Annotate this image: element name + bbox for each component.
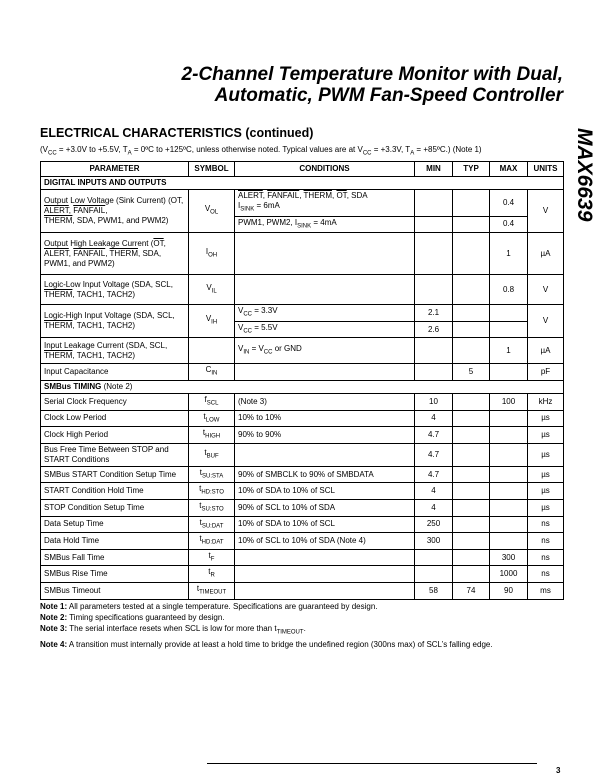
electrical-characteristics-table [40, 161, 564, 600]
units-cell: V [528, 305, 564, 338]
param-cell: Bus Free Time Between STOP and START Conditions [41, 443, 189, 466]
condition-cell [235, 275, 415, 305]
param-cell: START Condition Hold Time [41, 483, 189, 500]
typ-cell: 5 [453, 364, 490, 381]
title-line-1: 2-Channel Temperature Monitor with Dual, [181, 64, 563, 85]
min-cell [415, 566, 453, 583]
min-cell: 4.7 [415, 427, 453, 444]
min-cell [415, 233, 453, 275]
param-cell: SMBus START Condition Setup Time [41, 466, 189, 483]
units-cell: ns [528, 516, 564, 533]
part-number-side-label [572, 128, 598, 268]
condition-cell: 90% to 90% [235, 427, 415, 444]
table-row [41, 582, 564, 599]
units-cell: µs [528, 483, 564, 500]
min-cell: 250 [415, 516, 453, 533]
min-cell: 4 [415, 410, 453, 427]
group-label: DIGITAL INPUTS AND OUTPUTS [41, 177, 564, 190]
typ-cell [453, 216, 490, 233]
condition-cell: (Note 3) [235, 393, 415, 410]
condition-cell: $V_{CC} = 5.5V$ [235, 321, 415, 338]
notes [40, 601, 565, 650]
table-row-cin [41, 364, 564, 381]
units-cell: µA [528, 338, 564, 364]
condition-cell [235, 549, 415, 566]
typ-cell [453, 305, 490, 322]
max-cell [490, 427, 528, 444]
table-row [41, 410, 564, 427]
footer-rule [207, 763, 537, 764]
typ-cell [453, 393, 490, 410]
header-min: MIN [415, 162, 453, 177]
typ-cell [453, 190, 490, 217]
symbol-cell: $f_{SCL}$ [189, 393, 235, 410]
table-row [41, 549, 564, 566]
min-cell [415, 364, 453, 381]
units-cell: µs [528, 443, 564, 466]
symbol-cell: $t_{SU:STO}$ [189, 499, 235, 516]
min-cell [415, 338, 453, 364]
max-cell: 100 [490, 393, 528, 410]
section-title: ELECTRICAL CHARACTERISTICS (continued) [40, 126, 314, 140]
symbol-cell: $t_{HD:DAT}$ [189, 533, 235, 550]
symbol-cell: $t_{TIMEOUT}$ [189, 582, 235, 599]
typ-cell [453, 533, 490, 550]
condition-cell: $V_{CC} = 3.3V$ [235, 305, 415, 322]
min-cell: 2.6 [415, 321, 453, 338]
param-cell: Logic-High Input Voltage (SDA, SCL, THERM, TACH1, TACH2) [41, 305, 189, 338]
units-cell: µA [528, 233, 564, 275]
max-cell: 1 [490, 338, 528, 364]
param-cell: SMBus Rise Time [41, 566, 189, 583]
table-row [41, 393, 564, 410]
condition-cell: 90% of SCL to 10% of SDA [235, 499, 415, 516]
min-cell: 58 [415, 582, 453, 599]
units-cell: µs [528, 499, 564, 516]
condition-cell [235, 582, 415, 599]
header-symbol: SYMBOL [189, 162, 235, 177]
units-cell: V [528, 190, 564, 233]
units-cell: kHz [528, 393, 564, 410]
max-cell: 90 [490, 582, 528, 599]
table-row-ileak [41, 338, 564, 364]
param-cell: STOP Condition Setup Time [41, 499, 189, 516]
symbol-cell: $t_{BUF}$ [189, 443, 235, 466]
symbol-cell: $V_{OL}$ [189, 190, 235, 233]
condition-cell: ALERT, FANFAIL, THERM, $\overline{OT}$, SDA $I_{SINK} = 6mA$ [235, 190, 415, 217]
table-row [41, 566, 564, 583]
condition-cell: 90% of SMBCLK to 90% of SMBDATA [235, 466, 415, 483]
typ-cell [453, 443, 490, 466]
title-line-2: Automatic, PWM Fan-Speed Controller [214, 85, 563, 106]
symbol-cell: $I_{OH}$ [189, 233, 235, 275]
table-row [41, 533, 564, 550]
condition-cell: 10% of SDA to 10% of SCL [235, 483, 415, 500]
min-cell [415, 549, 453, 566]
table-row-vil [41, 275, 564, 305]
max-cell [490, 321, 528, 338]
min-cell: 2.1 [415, 305, 453, 322]
condition-cell: PWM1, PWM2, $I_{SINK} = 4mA$ [235, 216, 415, 233]
typ-cell [453, 427, 490, 444]
param-cell: Output High Leakage Current ($\overline{OT}$, ALERT, FANFAIL, THERM, SDA, PWM1, and PWM2) [41, 233, 189, 275]
typ-cell [453, 549, 490, 566]
max-cell: 300 [490, 549, 528, 566]
table-row-ioh [41, 233, 564, 275]
max-cell [490, 443, 528, 466]
param-cell: Clock Low Period [41, 410, 189, 427]
table-row-vih [41, 305, 564, 322]
typ-cell [453, 466, 490, 483]
max-cell [490, 499, 528, 516]
table-row [41, 516, 564, 533]
condition-cell [235, 364, 415, 381]
note-3: Note 3: The serial interface resets when SCL is low for more than $t_{TIMEOUT}$. [40, 624, 306, 636]
min-cell [415, 216, 453, 233]
typ-cell [453, 321, 490, 338]
min-cell: 300 [415, 533, 453, 550]
note-4: Note 4: A transition must internally provide at least a hold time to bridge the undefined region (300ns max) of SCL’s falling edge. [40, 639, 493, 649]
min-cell: 4 [415, 483, 453, 500]
symbol-cell: $t_{SU:STA}$ [189, 466, 235, 483]
min-cell: 10 [415, 393, 453, 410]
units-cell: µs [528, 410, 564, 427]
symbol-cell: $V_{IH}$ [189, 305, 235, 338]
group-row-digital [41, 177, 564, 190]
table-row [41, 499, 564, 516]
condition-cell: 10% of SDA to 10% of SCL [235, 516, 415, 533]
max-cell: 1000 [490, 566, 528, 583]
table-row [41, 483, 564, 500]
note-1: Note 1: All parameters tested at a single temperature. Specifications are guaranteed by design. [40, 602, 378, 611]
group-row-smbus [41, 380, 564, 393]
min-cell [415, 275, 453, 305]
table-row [41, 427, 564, 444]
typ-cell [453, 483, 490, 500]
condition-cell [235, 443, 415, 466]
test-conditions: ($V_{CC} = +3.0V$ to +5.5V, $T_A$ = 0ºC to +125ºC, unless otherwise noted. Typical values are at $V_{CC} = +3.3V$, $T_A$ = +85ºC.) (Note 1) [40, 145, 482, 157]
symbol-cell: $t_{HIGH}$ [189, 427, 235, 444]
max-cell [490, 364, 528, 381]
param-cell: SMBus Fall Time [41, 549, 189, 566]
condition-cell [235, 566, 415, 583]
max-cell [490, 533, 528, 550]
max-cell [490, 466, 528, 483]
condition-cell [235, 233, 415, 275]
units-cell: ns [528, 533, 564, 550]
group-label: SMBus TIMING (Note 2) [41, 380, 564, 393]
part-number: MAX6639 [573, 128, 596, 222]
typ-cell [453, 516, 490, 533]
table-row-vol [41, 190, 564, 217]
typ-cell [453, 233, 490, 275]
units-cell: ns [528, 549, 564, 566]
condition-cell: $V_{IN} = V_{CC}$ or GND [235, 338, 415, 364]
typ-cell [453, 566, 490, 583]
header-parameter: PARAMETER [41, 162, 189, 177]
symbol-cell: $t_{SU:DAT}$ [189, 516, 235, 533]
min-cell: 4.7 [415, 443, 453, 466]
min-cell: 4 [415, 499, 453, 516]
header-units: UNITS [528, 162, 564, 177]
header-typ: TYP [453, 162, 490, 177]
symbol-cell: $t_{HD:STO}$ [189, 483, 235, 500]
min-cell [415, 190, 453, 217]
max-cell: 0.4 [490, 190, 528, 217]
header-conditions: CONDITIONS [235, 162, 415, 177]
table-row [41, 466, 564, 483]
param-cell: Output Low Voltage (Sink Current) (OT, ALERT, FANFAIL, THERM, SDA, PWM1, and PWM2) [41, 190, 189, 233]
units-cell: µs [528, 466, 564, 483]
units-cell: µs [528, 427, 564, 444]
symbol-cell: $t_R$ [189, 566, 235, 583]
param-cell: Data Setup Time [41, 516, 189, 533]
note-2: Note 2: Timing specifications guaranteed by design. [40, 613, 225, 622]
document-title [182, 64, 563, 106]
param-cell: Logic-Low Input Voltage (SDA, SCL, THERM, TACH1, TACH2) [41, 275, 189, 305]
param-cell: Input Leakage Current (SDA, SCL, THERM, TACH1, TACH2) [41, 338, 189, 364]
symbol-cell: $C_{IN}$ [189, 364, 235, 381]
max-cell: 1 [490, 233, 528, 275]
param-cell: Input Capacitance [41, 364, 189, 381]
param-cell: SMBus Timeout [41, 582, 189, 599]
header-max: MAX [490, 162, 528, 177]
typ-cell [453, 499, 490, 516]
units-cell: ms [528, 582, 564, 599]
symbol-cell: $t_F$ [189, 549, 235, 566]
units-cell: ns [528, 566, 564, 583]
table-header-row [41, 162, 564, 177]
table-row [41, 443, 564, 466]
max-cell: 0.8 [490, 275, 528, 305]
condition-cell: 10% to 10% [235, 410, 415, 427]
max-cell [490, 410, 528, 427]
max-cell [490, 483, 528, 500]
symbol-cell: $V_{IL}$ [189, 275, 235, 305]
page-number: 3 [556, 766, 561, 775]
param-cell: Data Hold Time [41, 533, 189, 550]
typ-cell [453, 410, 490, 427]
max-cell: 0.4 [490, 216, 528, 233]
param-cell: Serial Clock Frequency [41, 393, 189, 410]
max-cell [490, 305, 528, 322]
typ-cell [453, 275, 490, 305]
param-cell: Clock High Period [41, 427, 189, 444]
units-cell: V [528, 275, 564, 305]
symbol-cell: $t_{LOW}$ [189, 410, 235, 427]
min-cell: 4.7 [415, 466, 453, 483]
symbol-cell [189, 338, 235, 364]
timing-rows [41, 393, 564, 599]
typ-cell: 74 [453, 582, 490, 599]
condition-cell: 10% of SCL to 10% of SDA (Note 4) [235, 533, 415, 550]
max-cell [490, 516, 528, 533]
units-cell: pF [528, 364, 564, 381]
typ-cell [453, 338, 490, 364]
